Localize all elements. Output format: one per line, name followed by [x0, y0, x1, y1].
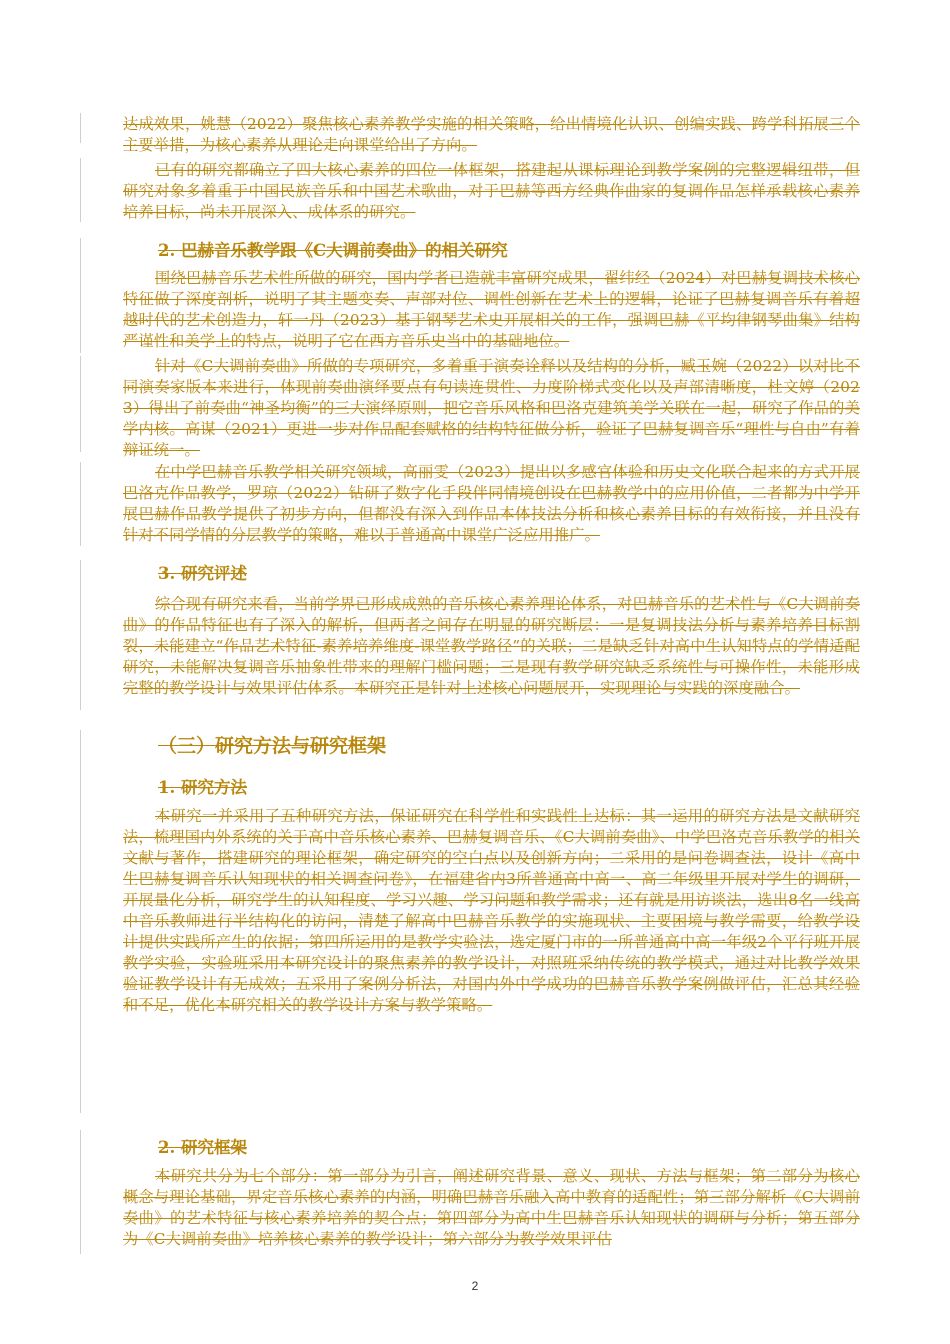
revision-bar [80, 113, 81, 143]
body-paragraph: 针对《C大调前奏曲》所做的专项研究，多着重于演奏诠释以及结构的分析，臧玉婉（2022）以对比不同演奏家版本来进行，体现前奏曲演绎要点有句读连贯性、力度阶梯式变化以及声部清晰度，杜文婷（2023）得出了前奏曲“神圣均衡”的三大演绎原则，把它音乐风格和巴洛克建筑美学关联在一起，研究了作品的美学内核。高谋（2021）更进一步对作品配套赋格的结构特征做分析，验证了巴赫复调音乐“理性与自由”有着辩证统一。 [123, 357, 860, 459]
subsection-heading: 1. 研究方法 [158, 778, 247, 797]
revision-bar [80, 238, 81, 353]
revision-bar [80, 356, 81, 452]
section-heading: （三）研究方法与研究框架 [158, 735, 387, 757]
body-paragraph: 综合现有研究来看，当前学界已形成成熟的音乐核心素养理论体系，对巴赫音乐的艺术性与《C大调前奏曲》的作品特征也有了深入的解析，但两者之间存在明显的研究断层：一是复调技法分析与素养培养目标割裂，未能建立“作品艺术特征-素养培养维度-课堂教学路径”的关联；二是缺乏针对高中生认知特点的学情适配研究，未能解决复调音乐抽象性带来的理解门槛问题；三是现有教学研究缺乏系统性与可操作性，未能形成完整的教学设计与效果评估体系。本研究正是针对上述核心问题展开，实现理论与实践的深度融合。 [123, 595, 860, 697]
subsection-heading: 2. 巴赫音乐教学跟《C大调前奏曲》的相关研究 [158, 241, 508, 260]
revision-bar [80, 730, 81, 1113]
subsection-heading: 2. 研究框架 [158, 1138, 247, 1157]
revision-bar [80, 1130, 81, 1254]
revision-bar [80, 560, 81, 710]
body-paragraph: 本研究一并采用了五种研究方法，保证研究在科学性和实践性上达标：其一运用的研究方法是文献研究法，梳理国内外系统的关于高中音乐核心素养、巴赫复调音乐、《C大调前奏曲》、中学巴洛克音乐教学的相关文献与著作，搭建研究的理论框架，确定研究的空白点以及创新方向；二采用的是问卷调查法，设计《高中生巴赫复调音乐认知现状的相关调查问卷》，在福建省内3所普通高中高一、高二年级里开展对学生的调研，开展量化分析，研究学生的认知程度、学习兴趣、学习问题和教学需求；还有就是用访谈法，选出8名一线高中音乐教师进行半结构化的访问，清楚了解高中巴赫音乐教学的实施现状、主要困境与教学需要，给教学设计提供实践所产生的依据；第四所运用的是教学实验法，选定厦门市的一所普通高中高一年级2个平行班开展教学实验，实验班采用本研究设计的聚焦素养的教学设计，对照班采纳传统的教学模式，通过对比教学效果验证教学设计有无成效；五采用了案例分析法，对国内外中学成功的巴赫音乐教学案例做评估，汇总其经验和不足，优化本研究相关的教学设计方案与教学策略。 [123, 807, 860, 1014]
page-number: 2 [471, 1279, 479, 1293]
subsection-heading: 3. 研究评述 [158, 564, 247, 583]
body-paragraph: 在中学巴赫音乐教学相关研究领域，高丽雯（2023）提出以多感官体验和历史文化联合起来的方式开展巴洛克作品教学，罗琼（2022）钻研了数字化手段伴同情境创设在巴赫教学中的应用价值，二者都为中学开展巴赫作品教学提供了初步方向，但都没有深入到作品本体技法分析和核心素养目标的有效衔接，并且没有针对不同学情的分层教学的策略，难以于普通高中课堂广泛应用推广。 [123, 463, 860, 544]
revision-bar [80, 462, 81, 546]
body-paragraph: 达成效果，姚慧（2022）聚焦核心素养教学实施的相关策略，给出情境化认识、创编实践、跨学科拓展三个主要举措，为核心素养从理论走向课堂给出了方向。 [123, 115, 860, 154]
revision-bar [80, 158, 81, 222]
body-paragraph: 本研究共分为七个部分：第一部分为引言，阐述研究背景、意义、现状、方法与框架；第二部分为核心概念与理论基础，界定音乐核心素养的内涵，明确巴赫音乐融入高中教育的适配性；第三部分解析《C大调前奏曲》的艺术特征与核心素养培养的契合点；第四部分为高中生巴赫音乐认知现状的调研与分析；第五部分为《C大调前奏曲》培养核心素养的教学设计；第六部分为教学效果评估 [123, 1167, 860, 1248]
body-paragraph: 已有的研究都确立了四大核心素养的四位一体框架，搭建起从课标理论到教学案例的完整逻辑纽带，但研究对象多着重于中国民族音乐和中国艺术歌曲，对于巴赫等西方经典作曲家的复调作品怎样承载核心素养培养目标，尚未开展深入、成体系的研究。 [123, 161, 860, 221]
body-paragraph: 围绕巴赫音乐艺术性所做的研究，国内学者已造就丰富研究成果，翟纬经（2024）对巴赫复调技术核心特征做了深度剖析，说明了其主题变奏、声部对位、调性创新在艺术上的逻辑，论证了巴赫复调音乐有着超越时代的艺术创造力，轩一丹（2023）基于钢琴艺术史开展相关的工作，强调巴赫《平均律钢琴曲集》结构严谨性和美学上的特点，说明了它在西方音乐史当中的基础地位。 [123, 269, 860, 350]
